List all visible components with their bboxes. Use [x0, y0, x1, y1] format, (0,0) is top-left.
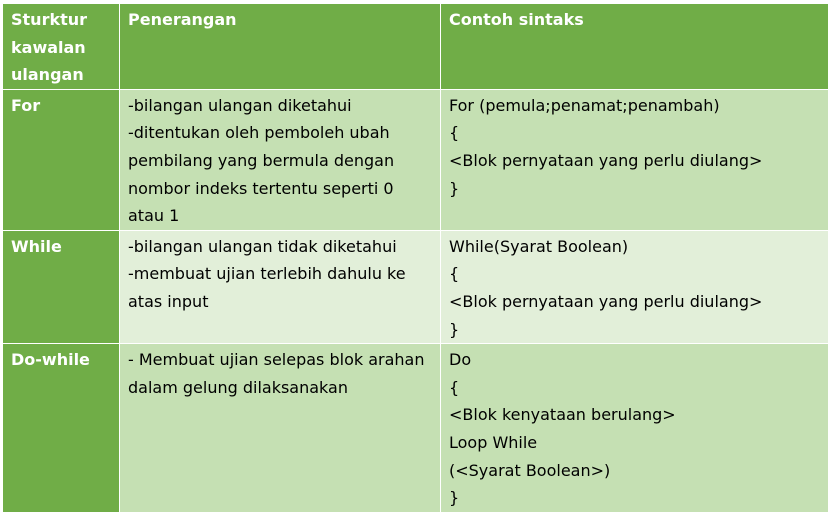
row-description — [120, 230, 441, 343]
table-row-for — [3, 89, 829, 230]
row-syntax — [441, 230, 829, 343]
description-line: -membuat ujian terlebih dahulu ke atas input — [128, 264, 411, 311]
header-row — [3, 4, 829, 90]
syntax-line: Do — [449, 350, 472, 370]
table-row-do-while — [3, 344, 829, 513]
description-line: -bilangan ulangan tidak diketahui — [128, 236, 397, 256]
description-line: -bilangan ulangan diketahui — [128, 95, 352, 115]
syntax-line: { — [449, 123, 460, 143]
syntax-line: (<Syarat Boolean>) — [449, 460, 611, 480]
syntax-line: While(Syarat Boolean) — [449, 236, 629, 256]
syntax-line: { — [449, 377, 460, 397]
description-line: - Membuat ujian selepas blok arahan dalam gelung dilaksanakan — [128, 350, 430, 397]
table-row-while — [3, 230, 829, 343]
syntax-line: <Blok pernyataan yang perlu diulang> — [449, 291, 763, 311]
row-syntax — [441, 344, 829, 513]
syntax-line: Loop While — [449, 432, 538, 452]
header-structure: Sturktur kawalan ulangan — [3, 4, 120, 90]
row-description — [120, 344, 441, 513]
syntax-line: } — [449, 178, 460, 198]
row-label: Do-while — [3, 344, 120, 513]
loop-structure-table — [2, 3, 829, 513]
row-label: For — [3, 89, 120, 230]
syntax-line: } — [449, 319, 460, 339]
row-description — [120, 89, 441, 230]
header-description: Penerangan — [120, 4, 441, 90]
syntax-line: <Blok kenyataan berulang> — [449, 405, 676, 425]
syntax-line: { — [449, 264, 460, 284]
syntax-line: For (pemula;penamat;penambah) — [449, 95, 720, 115]
row-label: While — [3, 230, 120, 343]
row-syntax — [441, 89, 829, 230]
description-line: -ditentukan oleh pemboleh ubah pembilang yang bermula dengan nombor indeks tertentu seperti 0 atau 1 — [128, 123, 400, 226]
syntax-line: <Blok pernyataan yang perlu diulang> — [449, 150, 763, 170]
syntax-line: } — [449, 488, 460, 508]
header-syntax: Contoh sintaks — [441, 4, 829, 90]
